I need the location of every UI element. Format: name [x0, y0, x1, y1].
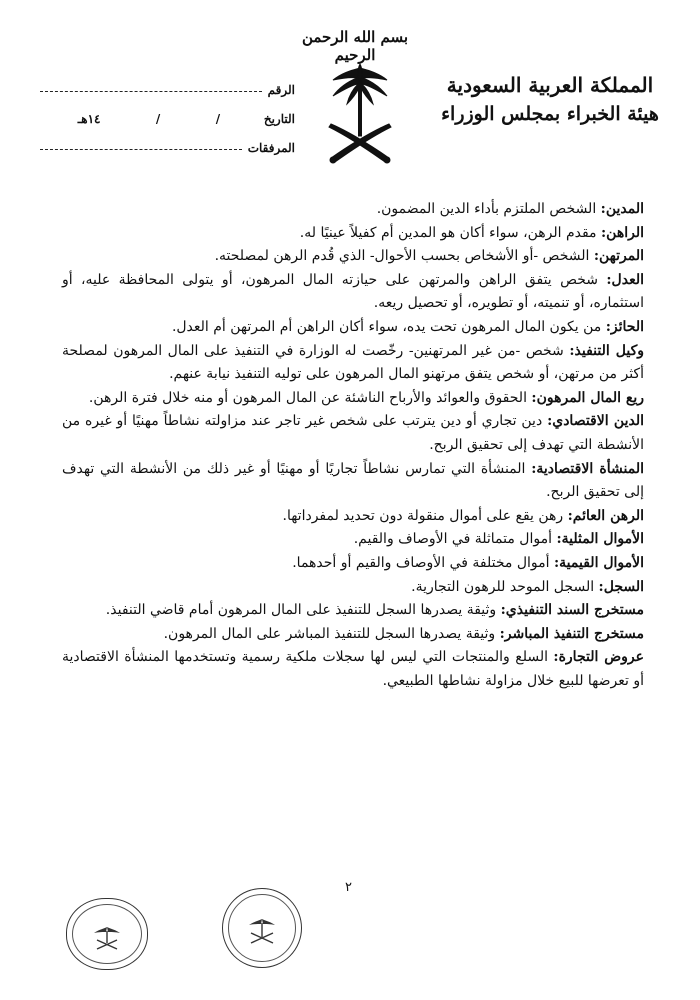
- definition-item: [62, 528, 644, 552]
- definition-item: [62, 198, 644, 222]
- definition-text: مقدم الرهن، سواء أكان هو المدين أم كفيلاً عينيًا له.: [299, 224, 602, 241]
- definition-term: العدل:: [606, 271, 644, 288]
- definition-text: من يكون المال المرهون تحت يده، سواء أكان الراهن أم المرتهن أم العدل.: [171, 318, 606, 335]
- page-number: ٢: [345, 880, 352, 895]
- definition-term: الحائز:: [605, 318, 644, 335]
- seal-emblem-icon: [67, 899, 147, 969]
- definition-item: [62, 410, 644, 457]
- definition-item: [62, 245, 644, 269]
- definitions-list: [62, 198, 644, 693]
- definition-term: وكيل التنفيذ:: [569, 342, 644, 359]
- definition-text: السلع والمنتجات التي ليس لها سجلات ملكية رسمية وتستخدمها المنشأة الاقتصادية أو تعرضها للبيع خلال مزاولة نشاطها الطبيعي.: [62, 649, 644, 689]
- definition-item: [62, 340, 644, 387]
- ref-line: [40, 90, 262, 92]
- date-sep-1: /: [215, 112, 221, 126]
- definition-text: المنشأة التي تمارس نشاطاً تجاريًا أو مهنيًا أو غير ذلك من الأنشطة التي تهدف إلى تحقيق الربح.: [62, 460, 644, 501]
- attachments-label: المرفقات: [247, 141, 295, 155]
- date-year: ١٤هـ: [77, 112, 101, 126]
- definition-term: الرهن العائم:: [567, 507, 644, 524]
- saudi-emblem-icon: [325, 58, 395, 170]
- definition-term: السجل:: [598, 578, 644, 595]
- definition-text: الشخص الملتزم بأداء الدين المضمون.: [376, 201, 601, 217]
- definition-term: الراهن:: [601, 224, 644, 241]
- definition-item: [62, 387, 644, 411]
- definition-text: شخص يتفق الراهن والمرتهن على حيازته المال المرهون، أو يتولى المحافظة عليه، أو استثماره، أو تنميته، أو تطويره، أو تحصيل ريعه.: [62, 271, 644, 312]
- definition-text: أموال متماثلة في الأوصاف والقيم.: [353, 531, 557, 548]
- org-line-1: المملكة العربية السعودية: [446, 73, 654, 97]
- reference-block: [40, 68, 295, 155]
- attachments-row: [40, 126, 295, 155]
- definition-item: [62, 646, 644, 693]
- definition-term: المنشأة الاقتصادية:: [531, 460, 645, 477]
- definition-item: [62, 269, 644, 316]
- definition-term: مستخرج السند التنفيذي:: [500, 602, 644, 619]
- definition-text: الشخص -أو الأشخاص بحسب الأحوال- الذي قُدم الرهن لمصلحته.: [214, 248, 594, 265]
- definition-text: وثيقة يصدرها السجل للتنفيذ على المال المرهون أمام قاضي التنفيذ.: [105, 602, 501, 619]
- definition-term: ريع المال المرهون:: [531, 389, 644, 406]
- basmala-calligraphy: بسم الله الرحمن الرحيم: [301, 28, 409, 64]
- definition-text: أموال مختلفة في الأوصاف والقيم أو أحدهما.: [292, 554, 554, 571]
- definition-term: المرتهن:: [593, 248, 644, 265]
- definition-text: شخص -من غير المرتهنين- رخّصت له الوزارة في التنفيذ على المال المرهون لمصلحة أكثر من مرتهن، أو شخص يتفق مرتهنو المال المرهون على توليه التنفيذ نيابة عنهم.: [62, 342, 644, 383]
- definition-text: وثيقة يصدرها السجل للتنفيذ المباشر على المال المرهون.: [163, 625, 500, 642]
- definition-term: الأموال المثلية:: [556, 531, 644, 548]
- definition-term: الأموال القيمية:: [554, 554, 644, 571]
- official-seal-icon: [222, 888, 302, 968]
- official-seal-icon: [66, 898, 148, 970]
- definition-term: عروض التجارة:: [553, 649, 644, 666]
- date-row: [40, 97, 295, 126]
- attachments-line: [40, 148, 242, 150]
- definition-item: [62, 623, 644, 647]
- date-sep-2: /: [155, 112, 161, 126]
- definition-item: [62, 222, 644, 246]
- definition-item: [62, 316, 644, 340]
- date-template: [40, 112, 258, 126]
- definition-text: رهن يقع على أموال منقولة دون تحديد لمفرداتها.: [282, 507, 568, 524]
- org-line-2: هيئة الخبراء بمجلس الوزراء: [441, 103, 659, 125]
- date-label: التاريخ: [263, 112, 295, 126]
- ref-row: [40, 68, 295, 97]
- definition-item: [62, 552, 644, 576]
- definition-text: الحقوق والعوائد والأرباح الناشئة عن المال المرهون أو منه خلال فترة الرهن.: [88, 389, 532, 406]
- definition-text: دين تجاري أو دين يترتب على شخص غير تاجر عند مزاولته نشاطاً مهنيًا أو غيره من الأنشطة التي تهدف إلى تحقيق الربح.: [62, 413, 644, 453]
- definition-term: المدين:: [600, 201, 644, 217]
- definition-item: [62, 505, 644, 529]
- ref-label: الرقم: [267, 83, 295, 97]
- definition-term: مستخرج التنفيذ المباشر:: [499, 625, 644, 642]
- seal-emblem-icon: [223, 889, 301, 967]
- organization-name: [430, 70, 670, 128]
- definition-item: [62, 599, 644, 623]
- definition-item: [62, 458, 644, 505]
- definition-text: السجل الموحد للرهون التجارية.: [411, 578, 599, 595]
- definition-term: الدين الاقتصادي:: [547, 413, 644, 430]
- definition-item: [62, 576, 644, 600]
